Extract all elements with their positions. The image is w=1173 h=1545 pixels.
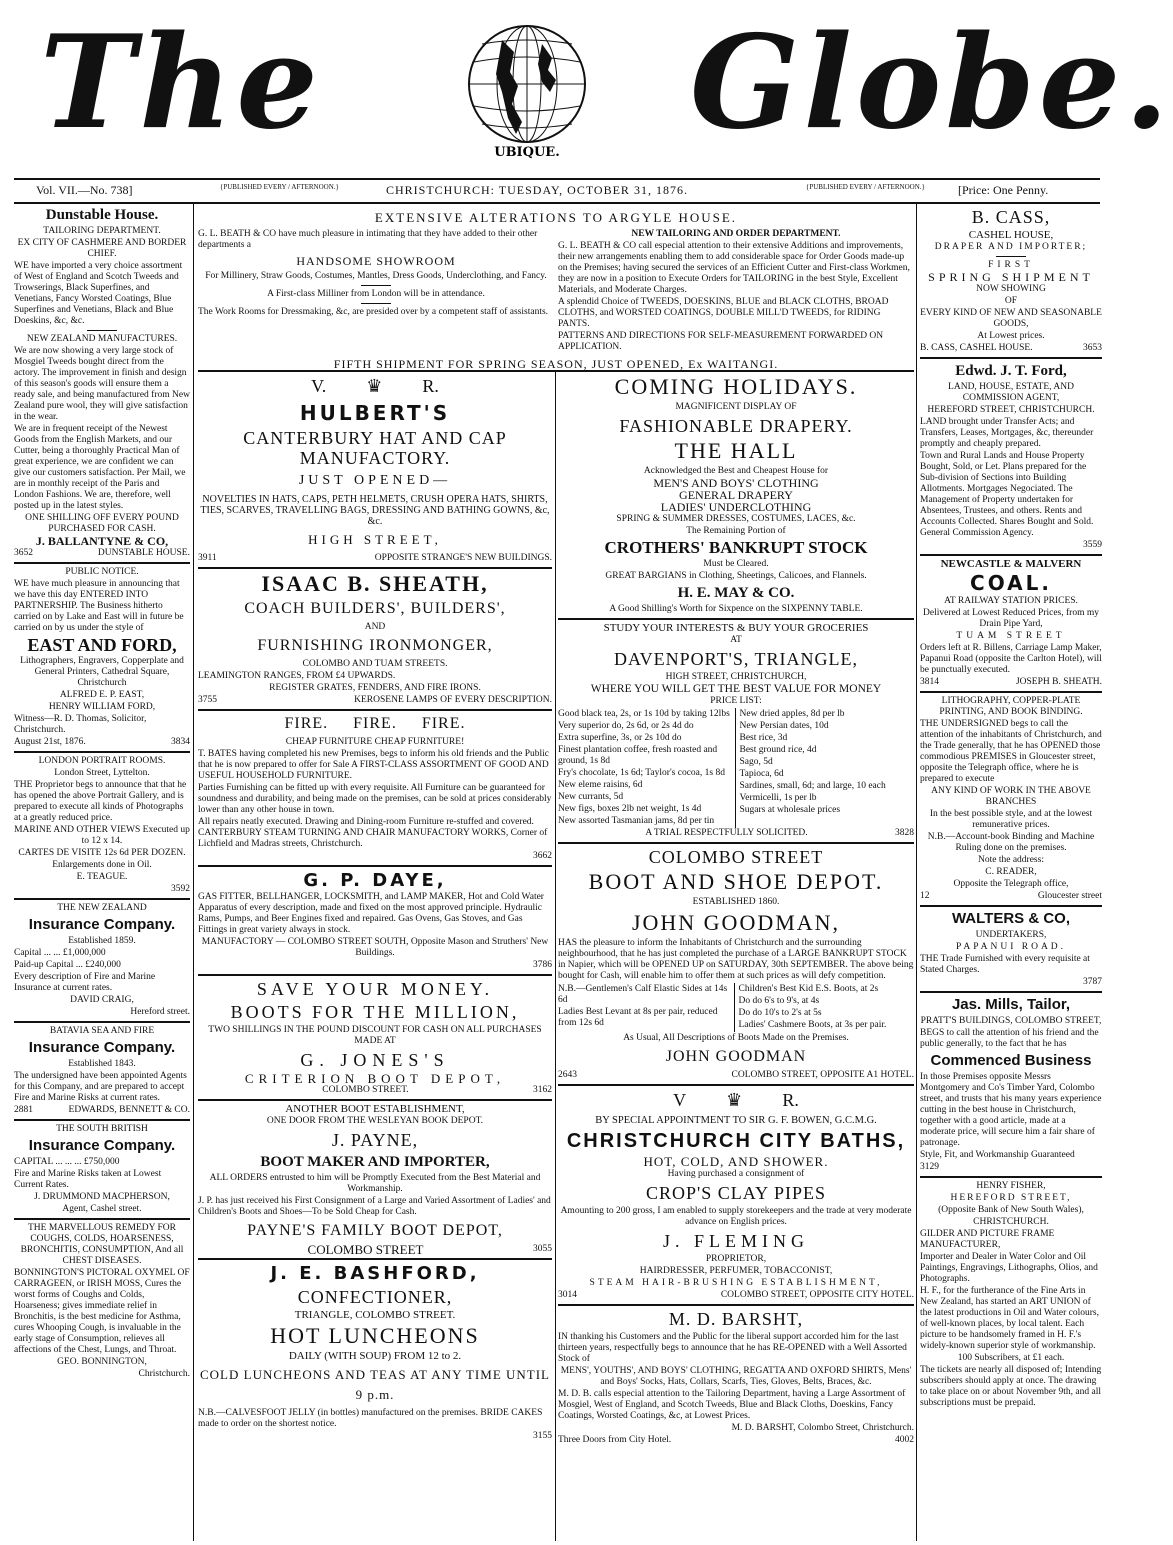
ad-subtitle: CHEAP FURNITURE CHEAP FURNITURE! bbox=[285, 737, 465, 747]
ad-title: Insurance Company. bbox=[28, 916, 176, 933]
ad-subtitle: MAGNIFICENT DISPLAY OF bbox=[675, 402, 797, 412]
ad-number: 3828 bbox=[895, 828, 914, 838]
ad-body: We are in frequent receipt of the Newest Goods from the English Markets, and our Cutter, being a thoroughly Practical Man of great experience, we are confident we can give our customers satisfaction. Per Mail, we are in monthly receipt of the Paris and London Fashions. We are, therefore, well posted up in the latest styles. bbox=[14, 424, 186, 511]
ad-number: 3162 bbox=[532, 1085, 552, 1095]
ad-body: DAILY (WITH SOUP) FROM 12 to 2. bbox=[288, 1350, 462, 1362]
ad-signature: M. D. BARSHT, Colombo Street, Christchurch. bbox=[731, 1423, 914, 1433]
ad-address: COLOMBO STREET. bbox=[322, 1085, 409, 1095]
ad-mills bbox=[920, 996, 1102, 1173]
ad-signature: J. BALLANTYNE & CO, bbox=[35, 534, 169, 548]
masthead bbox=[0, 0, 1173, 178]
ad-witness: Witness—R. D. Thomas, Solicitor, Christchurch. bbox=[14, 714, 147, 735]
ad-body: Town and Rural Lands and House Property Bought, Sold, or Let. Plans prepared for the Sub-division of Sections into Building Allotments. Mortgages Negociated. The Management of Property undertaken for Absentees, Trustees, and others. Rents and Accounts Collected. Shares Bought and Sold. General Commission Agency. bbox=[920, 451, 1094, 538]
ad-line: REGISTER GRATES, FENDERS, AND FIRE IRONS. bbox=[269, 683, 481, 693]
ad-address: CHRISTCHURCH. bbox=[973, 1217, 1049, 1227]
ad-body: G. L. BEATH & CO call especial attention to their extensive Additions and improvements, their new arrangements enabling them to add considerable space for Order Goods made-up on the Premises; having secured the services of an Efficient Cutter and First-class Workmen, they are now in a position to Execute Orders for TAILORING in the best Style, Excellent Materials, and Moderate Charges. bbox=[558, 241, 910, 295]
ad-bashford bbox=[198, 1263, 552, 1442]
ad-body: Amounting to 200 gross, I am enabled to supply storekeepers and the trade at very moderate advance on English prices. bbox=[560, 1206, 912, 1227]
ad-address: MANUFACTORY — COLOMBO STREET SOUTH, Opposite Mason and Struthers' New Buildings. bbox=[201, 937, 549, 958]
ad-heading: FIRST bbox=[988, 260, 1034, 270]
price-item: Do do 10's to 2's at 5s bbox=[738, 1008, 822, 1018]
ad-and: AND bbox=[364, 622, 386, 632]
ad-number: 2881 bbox=[14, 1105, 33, 1115]
ad-body: OF bbox=[1004, 296, 1018, 306]
ad-subtitle: CANTERBURY HAT AND CAP MANUFACTORY. bbox=[243, 428, 507, 468]
ad-subtitle: AT RAILWAY STATION PRICES. bbox=[944, 596, 1078, 606]
ad-number: 3786 bbox=[533, 960, 552, 970]
ad-body: Lithographers, Engravers, Copperplate and General Printers, Cathedral Square, Christchurch bbox=[20, 656, 184, 688]
ad-line: LADIES' UNDERCLOTHING bbox=[660, 500, 812, 514]
ad-note: Note the address: bbox=[978, 855, 1044, 865]
ad-heading: SAVE YOUR MONEY. bbox=[256, 979, 494, 999]
ad-name: JOHN GOODMAN, bbox=[631, 910, 841, 935]
ad-body: G. L. BEATH & CO have much pleasure in intimating that they have added to their other departments a bbox=[198, 229, 538, 250]
globe-motto: UBIQUE. bbox=[494, 145, 560, 160]
ad-body: Parties Furnishing can be fitted up with every requisite. All Furniture can be guaranteed for soundness and durability, and being made on the premises, can be sold at prices considerably lower than any other house in town. bbox=[198, 783, 552, 815]
price-item: Finest plantation coffee, fresh roasted and ground, 1s 8d bbox=[558, 745, 718, 766]
column-1 bbox=[14, 204, 190, 1539]
ad-subtitle: CASHEL HOUSE, bbox=[968, 229, 1054, 241]
ad-heading: CROTHERS' BANKRUPT STOCK bbox=[604, 538, 868, 557]
ad-number: 3652 bbox=[14, 548, 33, 558]
ad-line: KEROSENE LAMPS OF EVERY DESCRIPTION. bbox=[354, 695, 552, 705]
ad-line: LEAMINGTON RANGES, FROM £4 UPWARDS. bbox=[198, 671, 396, 681]
ad-at: AT bbox=[730, 635, 742, 645]
ad-name: JOHN GOODMAN bbox=[665, 1048, 807, 1065]
ad-title: COMING HOLIDAYS. bbox=[614, 374, 858, 399]
ad-payne bbox=[198, 1104, 552, 1255]
ad-partner: HENRY WILLIAM FORD, bbox=[48, 702, 156, 712]
ad-jones bbox=[198, 979, 552, 1096]
ad-body: In those Premises opposite Messrs Montgomery and Co's Timber Yard, Colombo street, and trusts that his many years experience cutting in the best house in Christchurch, together with a good article, made at a moderate price, will secure him a fair share of patronage. bbox=[920, 1072, 1102, 1148]
ad-address: TRIANGLE, COLOMBO STREET. bbox=[294, 1309, 456, 1321]
ad-pretitle: COLOMBO STREET bbox=[648, 847, 824, 867]
ad-body: The undersigned have been appointed Agents for this Company, and are prepared to accept Fire and Marine Risks at current rates. bbox=[14, 1071, 187, 1103]
ad-title: BOOTS FOR THE MILLION, bbox=[230, 1002, 520, 1022]
ad-capital: Paid-up Capital ... £240,000 bbox=[14, 960, 121, 970]
ad-number: 3787 bbox=[1083, 977, 1102, 987]
ad-walters bbox=[920, 910, 1102, 988]
ad-remedy bbox=[14, 1223, 190, 1380]
price-list bbox=[558, 708, 914, 828]
ad-subtitle: COACH BUILDERS', BUILDERS', bbox=[244, 600, 506, 617]
ad-body: A splendid Choice of TWEEDS, DOESKINS, BLUE and BLACK CLOTHS, BROAD CLOTHS, and WORSTED COATINGS, DOUBLE MILL'D TWEEDS, for RIDING PANTS. bbox=[558, 297, 889, 329]
price-item: Tapioca, 6d bbox=[739, 769, 784, 779]
ad-subtitle: EX CITY OF CASHMERE AND BORDER CHIEF. bbox=[17, 238, 187, 259]
ad-body: A First-class Milliner from London will be in attendance. bbox=[267, 289, 485, 299]
ad-name: G. JONES'S bbox=[300, 1050, 450, 1070]
ad-body: THE Trade Furnished with every requisite at Stated Charges. bbox=[920, 954, 1090, 975]
ad-body: THE UNDERSIGNED begs to call the attention of the inhabitants of Christchurch, and the Trade generally, that he has OPENED those commodious PREMISES in Gloucester street, opposite the Telegraph office, where he is prepared to execute bbox=[920, 719, 1102, 784]
ad-signature: JOSEPH B. SHEATH. bbox=[1015, 677, 1102, 687]
ad-address: Agent, Cashel street. bbox=[62, 1204, 142, 1214]
ad-body: A Good Shilling's Worth for Sixpence on the SIXPENNY TABLE. bbox=[609, 604, 863, 614]
column-2 bbox=[198, 372, 552, 1539]
price-item: Children's Best Kid E.S. Boots, at 2s bbox=[738, 984, 879, 994]
ad-signature: J. DRUMMOND MACPHERSON, bbox=[34, 1192, 170, 1202]
globe-icon bbox=[452, 22, 602, 162]
ad-subtitle: HAIRDRESSER, PERFUMER, TOBACCONIST, bbox=[639, 1266, 833, 1276]
ad-address: PRATT'S BUILDINGS, COLOMBO STREET, bbox=[920, 1016, 1102, 1026]
price-item: N.B.—Gentlemen's Calf Elastic Sides at 14s 6d bbox=[558, 984, 728, 1005]
ad-heading: ANY KIND OF WORK IN THE ABOVE BRANCHES bbox=[931, 786, 1091, 807]
ad-body: Acknowledged the Best and Cheapest House for bbox=[643, 466, 829, 476]
price-item: Best rice, 3d bbox=[739, 733, 788, 743]
ad-address: COLOMBO STREET, OPPOSITE A1 HOTEL. bbox=[731, 1070, 914, 1080]
ad-pretitle: NEWCASTLE & MALVERN bbox=[940, 558, 1082, 570]
ad-pretitle: THE NEW ZEALAND bbox=[57, 903, 147, 913]
ad-body: WE have imported a very choice assortment of West of England and Scotch Tweeds and Trowserings, Black Superfines, and Venetians, Fancy Worsted Coatings, Blue Superfines and Venetians, Black and Blue Doeskins, &c, &c. bbox=[14, 261, 183, 326]
ad-body: HAS the pleasure to inform the Inhabitants of Christchurch and the surrounding neighbourhood, that he has just completed the purchase of a LARGE BANKRUPT STOCK in Napier, which will be OPENED UP on SATURDAY, 30th SEPTEMBER. The above being bought for Cash, will enable him to offer them at such prices as will defy competition. bbox=[558, 938, 914, 981]
ad-body: EVERY KIND OF NEW AND SEASONABLE GOODS, bbox=[920, 308, 1102, 329]
ad-address: COLOMBO STREET, OPPOSITE CITY HOTEL. bbox=[720, 1290, 914, 1300]
column-4 bbox=[920, 204, 1102, 1539]
ad-body: BEGS to call the attention of his friend and the public generally, to the fact that he has bbox=[920, 1028, 1099, 1049]
ad-body: Delivered at Lowest Reduced Prices, from my Drain Pipe Yard, bbox=[923, 608, 1099, 629]
ad-body: The tickets are nearly all disposed of; Intending subscribers should apply at once. The drawing to take place on or about November 9th, and all subscriptions must be prepaid. bbox=[920, 1365, 1102, 1408]
ad-subtitle: UNDERTAKERS, bbox=[975, 930, 1047, 940]
ad-address: COLOMBO STREET bbox=[307, 1242, 424, 1257]
masthead-title-left: The bbox=[40, 8, 322, 158]
price-item: New eleme raisins, 6d bbox=[558, 780, 643, 790]
issue-date: CHRISTCHURCH: TUESDAY, OCTOBER 31, 1876. bbox=[386, 183, 688, 197]
ad-the-hall bbox=[558, 375, 914, 615]
ad-pretitle: ONE DOOR FROM THE WESLEYAN BOOK DEPOT. bbox=[266, 1116, 484, 1126]
ad-body: All repairs neatly executed. Drawing and Dining-room Furniture re-stuffed and covered. CANTERBURY STEAM TURNING AND CHAIR MANUFACTORY WORKS, Corner of Lichfield and Madras streets, Christchurch. bbox=[198, 817, 548, 849]
ad-address: OPPOSITE STRANGE'S NEW BUILDINGS. bbox=[374, 553, 552, 563]
ad-pretitle: THE SOUTH BRITISH bbox=[56, 1124, 148, 1134]
ad-title: EXTENSIVE ALTERATIONS TO ARGYLE HOUSE. bbox=[374, 210, 738, 225]
ad-body: MENS', YOUTHS', AND BOYS' CLOTHING, REGATTA AND OXFORD SHIRTS, Mens' and Boys' Socks, Hats, Collars, Scarfs, Ties, Gloves, Belts, Braces, &c. bbox=[560, 1366, 912, 1387]
ad-subtitle: PROPRIETOR, bbox=[705, 1254, 767, 1264]
ad-number: 3814 bbox=[920, 677, 939, 687]
published-note-right: {PUBLISHED EVERY / AFTERNOON.} bbox=[806, 183, 925, 191]
ad-body: M. D. B. calls especial attention to the Tailoring Department, having a Large Assortment of Mosgiel, West of England, and Scotch Tweeds, Blue and Black Cloths, Doeskins, Fancy Coatings, Worsted Coatings, &c, at Lowest Prices. bbox=[558, 1389, 906, 1421]
ad-body: THE Proprietor begs to announce that that he has opened the above Portrait Gallery, and is prepared to execute all kinds of Photographs at a greatly reduced price. bbox=[14, 780, 187, 823]
ad-body: BONNINGTON'S PICTORAL OXYMEL OF CARRAGEEN, or IRISH MOSS, Cures the worst forms of Coughs and Colds, Hoarseness; gives immediate relief in Bronchitis, is the best medicine for Asthma, cures Whooping Cough, is invaluable in the early stage of Consumption, relieves all affections of the Chest, Lungs, and Throat. bbox=[14, 1268, 190, 1355]
ad-depot: CRITERION BOOT DEPOT, bbox=[244, 1071, 506, 1086]
masthead-title-right: Globe. bbox=[690, 8, 1173, 158]
ad-body: The Work Rooms for Dressmaking, &c, are presided over by a competent staff of assistants. bbox=[198, 307, 549, 317]
price-item: Best ground rice, 4d bbox=[739, 745, 817, 755]
price-item: Sago, 5d bbox=[739, 757, 773, 767]
ad-heading: NEW TAILORING AND ORDER DEPARTMENT. bbox=[631, 229, 841, 239]
ad-portrait-rooms bbox=[14, 756, 190, 895]
ad-address: HIGH STREET, CHRISTCHURCH, bbox=[665, 672, 807, 682]
ad-signature: E. TEAGUE. bbox=[76, 872, 128, 882]
ad-title: HENRY FISHER, bbox=[976, 1181, 1046, 1191]
ad-subtitle: DRAPER AND IMPORTER; bbox=[934, 242, 1088, 252]
ad-address: HEREFORD STREET, CHRISTCHURCH. bbox=[927, 405, 1095, 415]
ad-address: (Opposite Bank of New South Wales), bbox=[938, 1205, 1084, 1215]
ad-title: B. CASS, bbox=[971, 207, 1051, 227]
ad-body: For Millinery, Straw Goods, Costumes, Mantles, Dress Goods, Underclothing, and Fancy. bbox=[205, 271, 547, 281]
ad-number: 3755 bbox=[198, 695, 217, 705]
ad-price-list-title: PRICE LIST: bbox=[710, 696, 762, 706]
ad-number: 3014 bbox=[558, 1290, 577, 1300]
ad-line: MEN'S AND BOYS' CLOTHING bbox=[653, 476, 819, 490]
ad-subtitle: LAND, HOUSE, ESTATE, AND COMMISSION AGENT, bbox=[948, 382, 1074, 403]
ad-title: BOOT AND SHOE DEPOT. bbox=[588, 869, 884, 894]
ad-line: SPRING & SUMMER DRESSES, COSTUMES, LACES, &c. bbox=[616, 514, 856, 524]
ad-body: LAND brought under Transfer Acts; and Transfers, Leases, Mortgages, &c, thereunder promptly and cheaply prepared. bbox=[920, 417, 1094, 449]
ad-heading: WHERE YOU WILL GET THE BEST VALUE FOR MONEY bbox=[590, 683, 882, 695]
ad-body: Enlargements done in Oil. bbox=[52, 860, 152, 870]
ad-goodman bbox=[558, 847, 914, 1081]
ad-body: CARTES DE VISITE 12s 6d PER DOZEN. bbox=[18, 848, 186, 858]
ad-signature: DAVID CRAIG, bbox=[70, 995, 134, 1005]
royal-crest-icon: V. ♛ R. bbox=[311, 376, 439, 396]
ad-body: NOW SHOWING bbox=[976, 284, 1046, 294]
ad-title: Dunstable House. bbox=[45, 207, 159, 223]
ad-address: Gloucester street bbox=[1037, 891, 1102, 901]
ad-cass bbox=[920, 207, 1102, 354]
ad-depot: PAYNE'S FAMILY BOOT DEPOT, bbox=[247, 1222, 503, 1239]
ad-number: 4002 bbox=[895, 1435, 914, 1445]
ad-subtitle: FURNISHING IRONMONGER, bbox=[257, 637, 493, 654]
ad-heading: SPRING SHIPMENT bbox=[928, 270, 1094, 284]
price-item: New currants, 5d bbox=[558, 792, 624, 802]
ad-address: Three Doors from City Hotel. bbox=[558, 1435, 672, 1445]
ad-heading: FASHIONABLE DRAPERY. bbox=[619, 416, 853, 436]
column-rule bbox=[555, 372, 556, 1541]
ad-note: A TRIAL RESPECTFULLY SOLICITED. bbox=[645, 828, 808, 838]
ad-body: Every description of Fire and Marine Insurance at current rates. bbox=[14, 972, 156, 993]
ad-partner: ALFRED E. P. EAST, bbox=[59, 690, 145, 700]
price-item: Ladies' Cashmere Boots, at 3s per pair. bbox=[738, 1020, 887, 1030]
ad-heading: CROP'S CLAY PIPES bbox=[646, 1183, 826, 1203]
ad-number: 3911 bbox=[198, 553, 217, 563]
volume-number: Vol. VII.—No. 738] bbox=[36, 183, 133, 197]
ad-public-notice bbox=[14, 567, 190, 748]
ad-heading: JUST OPENED— bbox=[298, 473, 452, 488]
ad-body: Orders left at R. Billens, Carriage Lamp Maker, Papanui Road (opposite the Carlton Hotel), will be punctually executed. bbox=[920, 643, 1102, 675]
ad-ford bbox=[920, 362, 1102, 551]
ad-number: 3559 bbox=[1083, 540, 1102, 550]
ad-fire-furniture bbox=[198, 714, 552, 862]
price-item: Extra superfine, 3s, or 2s 10d do bbox=[558, 733, 682, 743]
price-item: Do do 6's to 9's, at 4s bbox=[738, 996, 820, 1006]
ad-title: Jas. Mills, Tailor, bbox=[951, 996, 1071, 1013]
ad-capital: CAPITAL ... ... ... £750,000 bbox=[14, 1157, 120, 1167]
ad-footer: FIFTH SHIPMENT FOR SPRING SEASON, JUST OPENED, Ex WAITANGI. bbox=[333, 357, 779, 371]
ad-batavia-insurance bbox=[14, 1026, 190, 1116]
price-item: Sardines, small, 6d; and large, 10 each bbox=[739, 781, 886, 791]
ad-title: Insurance Company. bbox=[28, 1039, 176, 1056]
ad-title: COAL. bbox=[970, 571, 1052, 595]
ad-body: H. F., for the furtherance of the Fine Arts in New Zealand, has started an ART UNION of the latest productions in Oil and Water colours, of well-known places, by local talent. Each picture to be handsomely framed in H. F.'s widely-known superior style of workmanship. bbox=[920, 1286, 1099, 1351]
ad-city-baths bbox=[558, 1090, 914, 1301]
price-item: Sugars at wholesale prices bbox=[739, 805, 841, 815]
ad-address: DUNSTABLE HOUSE. bbox=[97, 548, 190, 558]
ad-body: Style, Fit, and Workmanship Guaranteed bbox=[920, 1150, 1075, 1160]
price-item: Very superior do, 2s 6d, or 2s 4d do bbox=[558, 721, 694, 731]
ad-subtitle: ESTABLISHED 1860. bbox=[692, 897, 780, 907]
ad-signature: B. CASS, CASHEL HOUSE. bbox=[920, 343, 1033, 353]
ad-number: 3129 bbox=[920, 1162, 939, 1172]
ad-title: M. D. BARSHT, bbox=[668, 1309, 804, 1329]
ad-title: J. PAYNE, bbox=[331, 1130, 419, 1150]
ad-title: LITHOGRAPHY, COPPER-PLATE PRINTING, AND BOOK BINDING. bbox=[939, 696, 1083, 717]
ad-number: 12 bbox=[920, 891, 930, 901]
price-item: New assorted Tasmanian jams, 8d per tin bbox=[558, 816, 715, 826]
ad-subtitle: STEAM HAIR-BRUSHING ESTABLISHMENT, bbox=[589, 1278, 883, 1288]
ad-heading: NEW ZEALAND MANUFACTURES. bbox=[26, 334, 178, 344]
ad-title: WALTERS & CO, bbox=[951, 910, 1071, 927]
ad-heading: Commenced Business bbox=[930, 1052, 1092, 1069]
ad-body: Importer and Dealer in Water Color and Oil Paintings, Engravings, Lithographs, Olios, and Photographs. bbox=[920, 1252, 1098, 1284]
ad-body: T. BATES having completed his new Premises, begs to inform his old friends and the Public that he is now prepared to offer for Sale A FIRST-CLASS ASSORTMENT OF GOOD AND USEFUL HOUSEHOLD FURNITURE. bbox=[198, 749, 550, 781]
ad-heading: HOT LUNCHEONS bbox=[270, 1323, 480, 1348]
ad-body: GAS FITTER, BELLHANGER, LOCKSMITH, and LAMP MAKER, Hot and Cold Water Apparatus of every description, made and fixed on the most approved principle. Hydraulic Rams, Pumps, and Beer Engines fixed and repaired. Gas Ovens, Gas Stoves, and Gas Fittings in great variety always in stock. bbox=[198, 892, 544, 935]
ad-heading: HANDSOME SHOWROOM bbox=[296, 254, 456, 268]
ad-fisher bbox=[920, 1181, 1102, 1409]
ad-title: Insurance Company. bbox=[28, 1137, 176, 1154]
price: [Price: One Penny. bbox=[958, 183, 1049, 197]
ad-title: HULBERT'S bbox=[299, 401, 451, 425]
price-item: Vermicelli, 1s per lb bbox=[739, 793, 817, 803]
column-rule bbox=[916, 204, 917, 1541]
ad-address: Opposite the Telegraph office, bbox=[953, 879, 1069, 889]
ad-pretitle: ANOTHER BOOT ESTABLISHMENT, bbox=[285, 1103, 465, 1115]
ad-body: At Lowest prices. bbox=[977, 331, 1045, 341]
ad-note: As Usual, All Descriptions of Boots Made on the Premises. bbox=[623, 1033, 849, 1043]
ad-street: HIGH STREET, bbox=[308, 532, 442, 547]
ad-coal bbox=[920, 559, 1102, 688]
ad-barsht bbox=[558, 1309, 914, 1446]
ad-line: GENERAL DRAPERY bbox=[679, 488, 793, 502]
ad-body: TWO SHILLINGS IN THE POUND DISCOUNT FOR CASH ON ALL PURCHASES MADE AT bbox=[208, 1025, 542, 1046]
ad-subtitle: Established 1859. bbox=[68, 936, 136, 946]
ad-body: In the best possible style, and at the lowest remunerative prices. bbox=[929, 809, 1093, 830]
ad-title: G. P. DAYE, bbox=[303, 870, 447, 891]
ad-appointment: BY SPECIAL APPOINTMENT TO SIR G. F. BOWEN, G.C.M.G. bbox=[595, 1115, 877, 1126]
ad-title: LONDON PORTRAIT ROOMS. bbox=[38, 756, 166, 766]
ad-firm: EAST AND FORD, bbox=[27, 635, 177, 655]
ad-number: 3055 bbox=[532, 1244, 552, 1254]
ad-number: 3834 bbox=[171, 737, 190, 747]
ad-note: ONE SHILLING OFF EVERY POUND PURCHASED FOR CASH. bbox=[25, 513, 179, 534]
ad-body: MARINE AND OTHER VIEWS Executed up to 12 x 14. bbox=[14, 825, 190, 846]
ad-body: We are now showing a very large stock of Mosgiel Tweeds bought direct from the actory. The improvement in finish and design of this season's goods will ensure them a ready sale, and being manufactured from New Zealand pure wool, they will give satisfaction in the wear. bbox=[14, 346, 190, 422]
ad-lithography bbox=[920, 696, 1102, 902]
ad-hulbert bbox=[198, 376, 552, 564]
ad-body: PATTERNS AND DIRECTIONS FOR SELF-MEASUREMENT FORWARDED ON APPLICATION. bbox=[558, 331, 884, 352]
column-3 bbox=[558, 372, 914, 1539]
price-item: New dried apples, 8d per lb bbox=[739, 709, 845, 719]
ad-body: COLD LUNCHEONS AND TEAS AT ANY TIME UNTIL 9 p.m. bbox=[200, 1367, 550, 1402]
ad-body: GREAT BARGIANS in Clothing, Sheetings, Calicoes, and Flannels. bbox=[605, 571, 867, 581]
ad-subtitle: CONFECTIONER, bbox=[297, 1287, 453, 1307]
ad-heading: GILDER AND PICTURE FRAME MANUFACTURER, bbox=[920, 1229, 1055, 1250]
ad-title: Edwd. J. T. Ford, bbox=[955, 363, 1067, 379]
ad-nz-insurance bbox=[14, 903, 190, 1018]
ad-note: 100 Subscribers, at £1 each. bbox=[957, 1353, 1065, 1363]
ad-body: J. P. has just received his First Consignment of a Large and Varied Assortment of Ladies' and Children's Boots and Shoes—To be Sold Cheap for Cash. bbox=[198, 1196, 551, 1217]
ad-address: Hereford street. bbox=[130, 1007, 190, 1017]
ad-title: PUBLIC NOTICE. bbox=[65, 567, 139, 577]
ad-address: HEREFORD STREET, bbox=[950, 1193, 1072, 1203]
ad-name: J. FLEMING bbox=[662, 1231, 809, 1251]
ad-subtitle: Established 1843. bbox=[68, 1059, 136, 1069]
ad-daye bbox=[198, 870, 552, 971]
ad-date: August 21st, 1876. bbox=[14, 737, 86, 747]
ad-body: NOVELTIES IN HATS, CAPS, PETH HELMETS, CRUSH OPERA HATS, SHIRTS, TIES, SCARVES, TRAVELLING BAGS, DRESSING AND BATHING GOWNS, &c, &c. bbox=[200, 494, 550, 527]
ad-number: 3155 bbox=[533, 1431, 552, 1441]
ad-title: CHRISTCHURCH CITY BATHS, bbox=[566, 1130, 906, 1152]
ad-name: THE HALL bbox=[674, 438, 798, 463]
ad-firm: H. E. MAY & CO. bbox=[677, 585, 795, 601]
ad-address: COLOMBO AND TUAM STREETS. bbox=[302, 659, 448, 669]
ad-signature: GEO. BONNINGTON, bbox=[57, 1357, 147, 1367]
ad-title: DAVENPORT'S, TRIANGLE, bbox=[613, 649, 858, 669]
ad-davenport bbox=[558, 623, 914, 839]
ad-body: Fire and Marine Risks taken at Lowest Current Rates. bbox=[14, 1169, 162, 1190]
ad-title: THE MARVELLOUS REMEDY FOR COUGHS, COLDS, HOARSENESS, BRONCHITIS, CONSUMPTION, And all CHEST DISEASES. bbox=[20, 1223, 184, 1266]
ad-body: Must be Cleared. bbox=[703, 559, 769, 569]
ad-address: PAPANUI ROAD. bbox=[955, 942, 1067, 952]
published-note-left: {PUBLISHED EVERY / AFTERNOON.} bbox=[220, 183, 339, 191]
column-rule bbox=[193, 204, 194, 1541]
ad-argyle-house bbox=[198, 204, 914, 370]
ad-number: 2643 bbox=[558, 1070, 577, 1080]
ad-number: 3662 bbox=[533, 851, 552, 861]
ad-body: IN thanking his Customers and the Public for the liberal support accorded him for the last thirteen years, respectfully begs to announce that he has RE-OPENED with a Well Assorted Stock of bbox=[558, 1332, 907, 1364]
ad-note: N.B.—Account-book Binding and Machine Ruling done on the premises. bbox=[927, 832, 1095, 853]
price-item: Good black tea, 2s, or 1s 10d by taking 12lbs bbox=[558, 709, 730, 719]
ad-body: The Remaining Portion of bbox=[686, 526, 786, 536]
ad-pretitle: BATAVIA SEA AND FIRE bbox=[49, 1026, 155, 1036]
ad-note: N.B.—CALVESFOOT JELLY (in bottles) manufactured on the premises. BRIDE CAKES made to order on the shortest notice. bbox=[198, 1408, 543, 1429]
ad-south-british bbox=[14, 1124, 190, 1215]
ad-signature: EDWARDS, BENNETT & CO. bbox=[68, 1105, 190, 1115]
ad-title: J. E. BASHFORD, bbox=[270, 1263, 480, 1284]
ad-address: Christchurch. bbox=[138, 1369, 190, 1379]
ad-body: ALL ORDERS entrusted to him will be Promptly Executed from the Best Material and Workmanship. bbox=[209, 1173, 541, 1194]
ad-sheath bbox=[198, 572, 552, 706]
royal-crest-icon: V ♛ R. bbox=[673, 1090, 799, 1110]
ad-subtitle: TAILORING DEPARTMENT. bbox=[43, 226, 161, 236]
ad-number: 3653 bbox=[1083, 343, 1102, 353]
price-item: New figs, boxes 2lb net weight, 1s 4d bbox=[558, 804, 702, 814]
dateline bbox=[14, 178, 1100, 204]
ad-title: ISAAC B. SHEATH, bbox=[261, 571, 489, 596]
ad-signature: C. READER, bbox=[985, 867, 1037, 877]
ad-title: FIRE. FIRE. FIRE. bbox=[284, 715, 466, 732]
ad-heading: STUDY YOUR INTERESTS & BUY YOUR GROCERIES bbox=[603, 622, 869, 634]
ad-capital: Capital ... ... £1,000,000 bbox=[14, 948, 106, 958]
ad-body: Having purchased a consignment of bbox=[667, 1169, 805, 1179]
ad-subtitle: London Street, Lyttelton. bbox=[54, 768, 150, 778]
price-item: Fry's chocolate, 1s 6d; Taylor's cocoa, 1s 8d bbox=[558, 768, 725, 778]
price-item: New Persian dates, 10d bbox=[739, 721, 829, 731]
ad-number: 3592 bbox=[171, 884, 190, 894]
price-item: Ladies Best Levant at 8s per pair, reduced from 12s 6d bbox=[558, 1007, 718, 1028]
ad-street: TUAM STREET bbox=[956, 631, 1066, 641]
ad-body: WE have much pleasure in announcing that we have this day ENTERED INTO PARTNERSHIP. The Business hitherto carried on by Lake and East will in future be carried on by us under the style of bbox=[14, 579, 184, 633]
ad-dunstable bbox=[14, 206, 190, 559]
ad-subtitle: HOT, COLD, AND SHOWER. bbox=[643, 1154, 829, 1169]
ad-subtitle: BOOT MAKER AND IMPORTER, bbox=[260, 1154, 490, 1170]
